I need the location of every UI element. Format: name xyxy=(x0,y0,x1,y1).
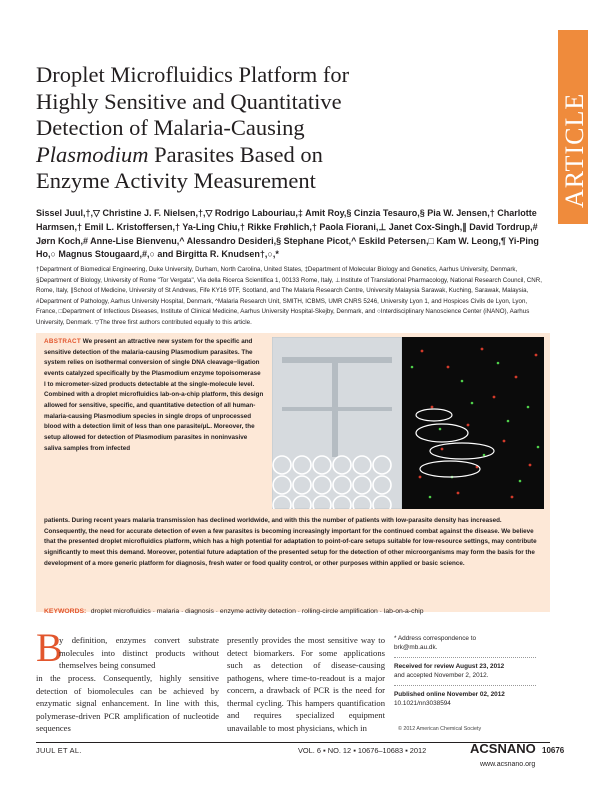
affiliations: †Department of Biomedical Engineering, Duke University, Durham, North Carolina, United States, ‡Department of Molecular Biology and Genetics, Aarhus University, Denmark, §Department of Biology, University of Rome "Tor Vergata", Via della Ricerca Scientifica 1, 00133 Rome, Italy, ⊥Institute of Translational Pharmacology, National Research Council, CNR, Rome, Italy, ∥School of Medicine, University of St Andrews, Fife KY16 9TF, Scotland, and The Malaria Research Centre, University Malaysia Sarawak, Kuching, Sarawak, Malaysia, #Department of Pathology, Aarhus University Hospital, Denmark, ^Malaria Research Unit, SMITH, ICBMS, UMR CNRS 5246, University Lyon 1, and Hospices Civils de Lyon, Lyon, France, □Department of Infectious Diseases, Institute of Clinical Medicine, Aarhus University Hospital-Skejby, Denmark, and ○Interdisciplinary Nanoscience Center (iNANO), Aarhus University, Denmark. ▽The three first authors contributed equally to this article. xyxy=(36,266,542,326)
keywords xyxy=(36,600,550,615)
article-info: * Address correspondence to brk@mb.au.dk. Received for review August 23, 2012 and accepted November 2, 2012. Published online November 02, 2012 10.1021/nn3038594 xyxy=(394,634,544,708)
drop-cap: B xyxy=(36,625,63,670)
page-number: 10676 xyxy=(542,746,565,755)
keywords-text: droplet microfluidics · malaria · diagnosis · enzyme activity detection · rolling-circle amplification · lab-on-a-chip xyxy=(90,608,424,615)
journal-url[interactable]: www.acsnano.org xyxy=(480,761,536,768)
journal-logo: ACSNANO xyxy=(470,741,536,756)
body-column-1: in the process. Consequently, highly sensitive detection of biomolecules can be achieved by enzymatic signal enhancement. In line with this, polymerase-driven PCR amplification of nucleotide sequences xyxy=(36,673,219,733)
article-tab xyxy=(558,30,588,224)
body-column-2: presently provides the most sensitive way to detect biomarkers. For some applications such as detection of disease-causing pathogens, where time-to-readout is a major concern, a drawback of PCR is the need for thermal cycling. This hampers quantification and requires specialized equipment unavailable to most physicians, which in xyxy=(227,635,385,733)
article-tab-label: ARTICLE xyxy=(560,92,589,208)
keywords-label: KEYWORDS: xyxy=(44,608,87,615)
article-title: Droplet Microfluidics Platform for Highly Sensitive and Quantitative Detection of Malaria-Causing Plasmodium Parasites Based on Enzyme Activity Measurement xyxy=(36,62,350,193)
abstract-label: ABSTRACT xyxy=(44,338,82,345)
correspondence-email[interactable]: brk@mb.au.dk. xyxy=(394,644,438,652)
doi[interactable]: 10.1021/nn3038594 xyxy=(394,700,451,708)
abstract-figure xyxy=(272,337,544,509)
footer-volume: VOL. 6 ▪ NO. 12 ▪ 10676–10683 ▪ 2012 xyxy=(298,746,427,755)
author-list: Sissel Juul,†,▽ Christine J. F. Nielsen,†,▽ Rodrigo Labouriau,‡ Amit Roy,§ Cinzia Tesauro,§ Pia W. Jensen,† Charlotte Harmsen,† Emil L. Kristoffersen,† Ya-Ling Chiu,† Rikke Frøhlich,† Paola Fiorani,⊥ Janet Cox-Singh,∥ David Tordrup,# Jørn Koch,# Anne-Lise Bienvenu,^ Alessandro Desideri,§ Stephane Picot,^ Eskild Petersen,□ Kam W. Leong,¶ Yi-Ping Ho,○ Magnus Stougaard,#,○ and Birgitta R. Knudsen†,○,* xyxy=(36,208,539,260)
body-column-1-top: y definition, enzymes convert substrate molecules into distinct products without themselves being consumed xyxy=(59,635,219,670)
abstract-text-continued: patients. During recent years malaria transmission has declined worldwide, and with this the number of patients with low-parasite density has increased. Consequently, the need for accurate detection of even a few parasites is becoming increasingly important for the continued combat against the disease. We believe that the presented droplet microfluidics platform, which has a high potential for adaptation to point-of-care setups suitable for low-resource settings, may contribute significantly to meet this demand. Moreover, potential future adaptation of the presented setup for the detection of other microorganisms may form the basis for the development of a more generic platform for diagnosis, fresh water or food quality control, or other purposes within applied or basic science. xyxy=(44,517,537,567)
copyright: © 2012 American Chemical Society xyxy=(398,726,482,732)
footer-authors: JUUL ET AL. xyxy=(36,746,82,755)
abstract-text: ABSTRACT We present an attractive new system for the specific and sensitive detection of the malaria-causing Plasmodium parasites. The system relies on isothermal conversion of single DNA cleavage−ligation events catalyzed specifically by the Plasmodium enzyme topoisomerase I to micrometer-sized products detectable at the single-molecule level. Combined with a droplet microfluidics lab-on-a-chip platform, this design allowed for sensitive, specific, and quantitative detection of all human-malaria-causing Plasmodium species in single drops of unprocessed blood with a detection limit of less than one parasite/μL. Moreover, the setup allowed for detection of Plasmodium parasites in noninvasive saliva samples from infected xyxy=(44,338,264,452)
